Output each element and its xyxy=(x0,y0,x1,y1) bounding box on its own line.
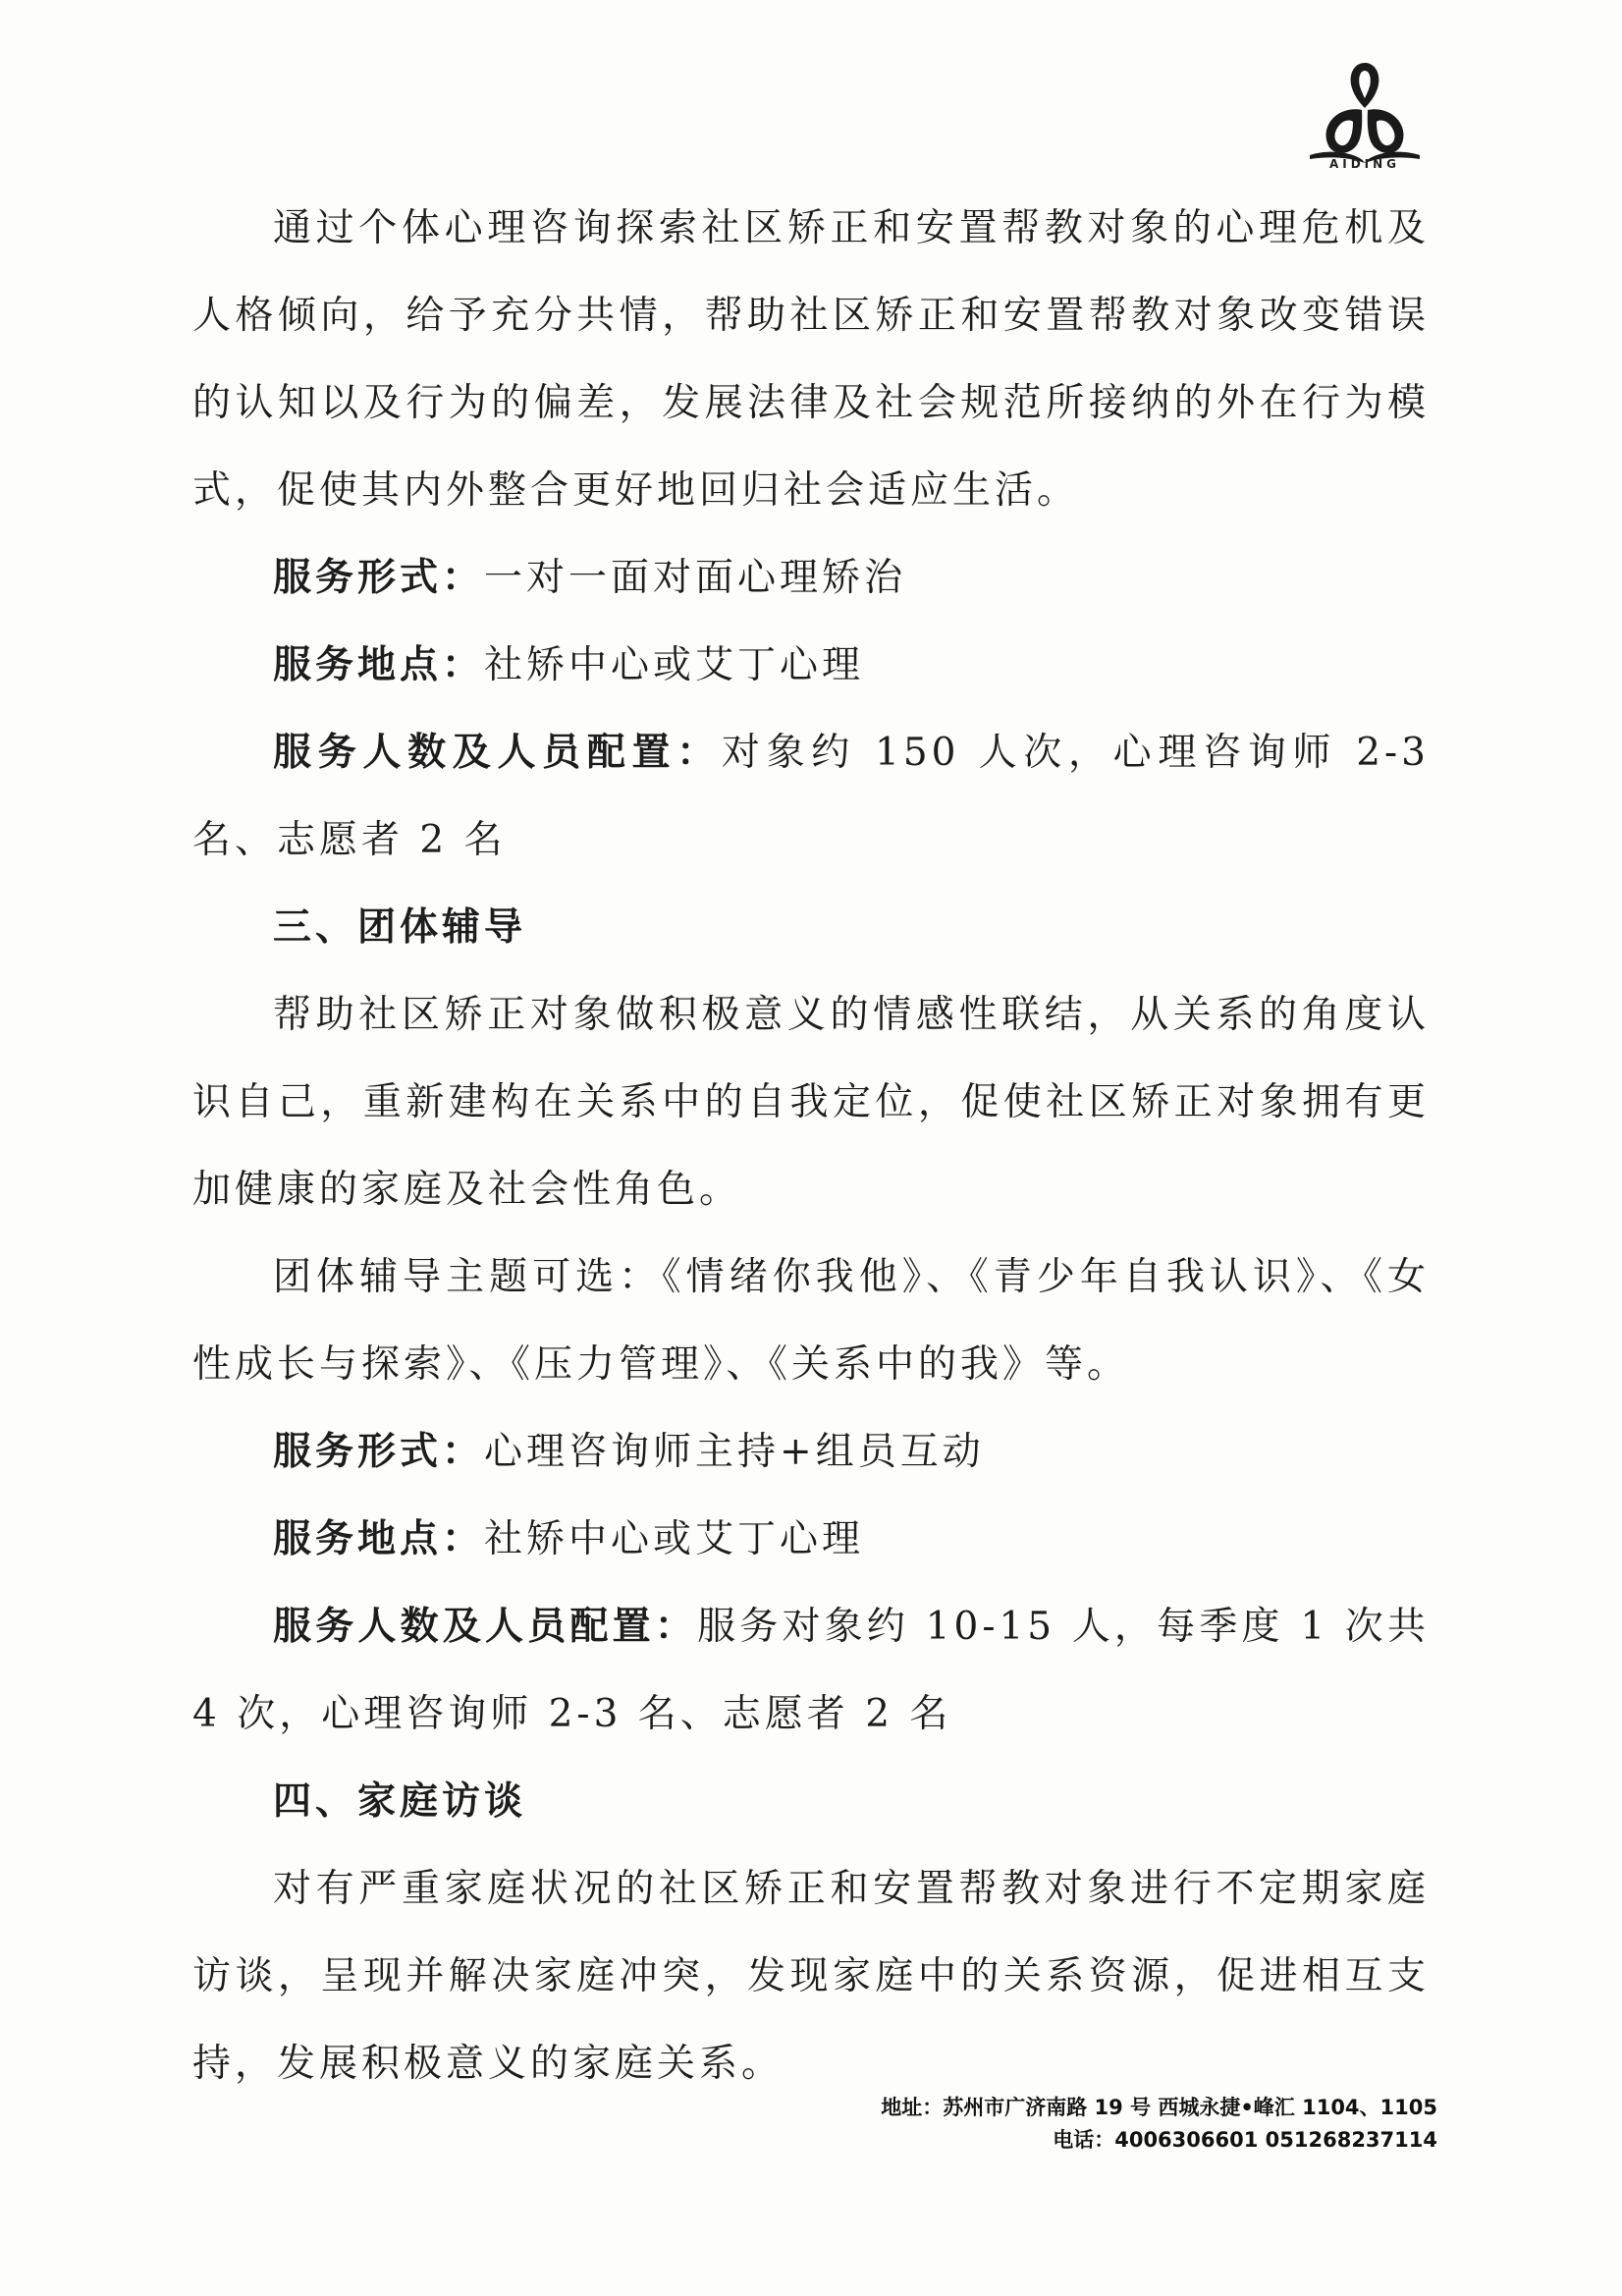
group-place-value: 社矫中心或艾丁心理 xyxy=(484,1517,865,1561)
service-form-label: 服务形式： xyxy=(273,556,485,600)
group-staff-line xyxy=(192,1583,1430,1758)
group-staff-label: 服务人数及人员配置： xyxy=(273,1605,698,1649)
service-place-value: 社矫中心或艾丁心理 xyxy=(484,643,865,687)
service-staff-line xyxy=(192,709,1430,884)
group-topics-paragraph: 团体辅导主题可选：《情绪你我他》、《青少年自我认识》、《女性成长与探索》、《压力管理》、《关系中的我》等。 xyxy=(192,1255,1430,1387)
service-form-line xyxy=(192,534,1430,622)
group-form-line xyxy=(192,1408,1430,1496)
group-place-label: 服务地点： xyxy=(273,1517,485,1561)
intro-paragraph: 通过个体心理咨询探索社区矫正和安置帮教对象的心理危机及人格倾向，给予充分共情，帮助社区矫正和安置帮教对象改变错误的认知以及行为的偏差，发展法律及社会规范所接纳的外在行为模式，促使其内外整合更好地回归社会适应生活。 xyxy=(192,206,1430,513)
group-staff-value: 服务对象约 10-15 人，每季度 1 次共 4 次，心理咨询师 2-3 名、志愿者 2 名 xyxy=(192,1605,1430,1736)
service-form-value: 一对一面对面心理矫治 xyxy=(484,556,907,600)
group-place-line xyxy=(192,1496,1430,1583)
logo-wordmark: AIDING xyxy=(1328,157,1401,171)
group-form-value: 心理咨询师主持+组员互动 xyxy=(484,1430,985,1474)
document-body xyxy=(192,185,1430,2107)
group-form-label: 服务形式： xyxy=(273,1430,485,1474)
service-place-label: 服务地点： xyxy=(273,643,485,687)
family-interview-paragraph: 对有严重家庭状况的社区矫正和安置帮教对象进行不定期家庭访谈，呈现并解决家庭冲突，发现家庭中的关系资源，促进相互支持，发展积极意义的家庭关系。 xyxy=(192,1867,1430,2086)
section-heading-family-interview: 四、家庭访谈 xyxy=(273,1779,527,1824)
service-staff-value: 对象约 150 人次，心理咨询师 2-3 名、志愿者 2 名 xyxy=(192,731,1430,862)
footer-phone: 电话：4006306601 051268237114 xyxy=(1053,2128,1437,2152)
footer-contact xyxy=(881,2092,1437,2157)
service-place-line xyxy=(192,622,1430,709)
section-heading-group-counseling: 三、团体辅导 xyxy=(273,905,527,950)
group-counseling-paragraph: 帮助社区矫正对象做积极意义的情感性联结，从关系的角度认识自己，重新建构在关系中的自我定位，促使社区矫正对象拥有更加健康的家庭及社会性角色。 xyxy=(192,993,1430,1212)
service-staff-label: 服务人数及人员配置： xyxy=(273,731,722,775)
footer-address: 地址：苏州市广济南路 19 号 西城永捷•峰汇 1104、1105 xyxy=(881,2096,1437,2119)
